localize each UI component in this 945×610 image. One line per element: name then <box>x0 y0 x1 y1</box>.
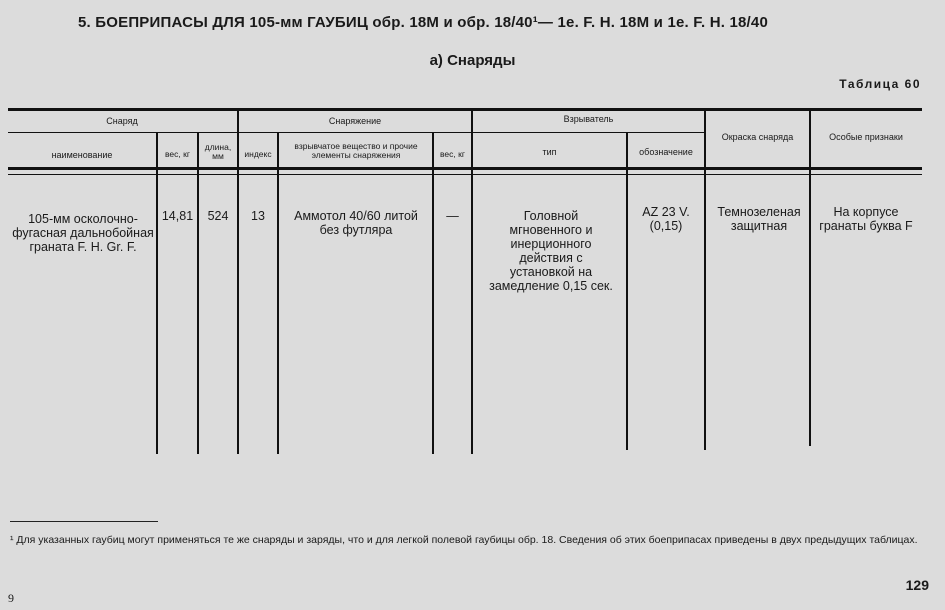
cell-explosive: Аммотол 40/60 литой без футляра <box>294 209 418 237</box>
group-header-filling: Снаряжение <box>328 116 382 126</box>
cell-fuze-code: AZ 23 V. (0,15) <box>642 205 690 233</box>
header-marks: Особые признаки <box>829 132 903 142</box>
table-number: Таблица 60 <box>839 77 921 91</box>
header-index: индекс <box>244 149 272 159</box>
col-divider <box>197 132 199 454</box>
cell-name: 105-мм осколочно-фугасная дальнобойная граната F. H. Gr. F. <box>12 212 154 254</box>
header-name: наименование <box>51 150 113 160</box>
subsection-title: а) Снаряды <box>429 52 516 69</box>
footnote-rule <box>10 521 158 522</box>
col-divider <box>156 132 158 454</box>
section-title: 5. БОЕПРИПАСЫ ДЛЯ 105-мм ГАУБИЦ обр. 18М и обр. 18/40¹— 1е. F. H. 18M и 1е. F. H. 18/40 <box>78 14 769 31</box>
header-fuze-type: тип <box>542 147 557 157</box>
page-number: 129 <box>905 577 929 593</box>
cell-index: 13 <box>251 209 265 223</box>
cell-fuze-type: Головной мгновенного и инерционного действия с установкой на замедление 0,15 сек. <box>489 209 613 293</box>
col-divider <box>626 132 628 450</box>
cell-weight: 14,81 <box>161 209 194 223</box>
cell-fill-weight: — <box>446 209 459 223</box>
col-divider <box>277 132 279 454</box>
header-fill-weight: вес, кг <box>440 149 465 159</box>
col-divider <box>704 110 706 450</box>
header-weight: вес, кг <box>165 149 190 159</box>
cell-marks: На корпусе гранаты буква F <box>819 205 913 233</box>
header-fuze-code: обозначение <box>639 147 693 157</box>
header-paint: Окраска снаряда <box>721 132 794 142</box>
cell-length: 524 <box>207 209 229 223</box>
col-divider <box>237 110 239 454</box>
group-header-rule <box>8 132 705 133</box>
signature-mark: 9 <box>8 591 14 605</box>
body-top-rule <box>8 174 922 175</box>
col-divider <box>809 110 811 446</box>
col-divider <box>471 110 473 454</box>
header-bottom-rule <box>8 167 922 170</box>
table-top-rule <box>8 108 922 111</box>
group-header-fuze: Взрыватель <box>563 114 614 124</box>
header-length: длина, мм <box>204 142 232 162</box>
cell-paint: Темнозеленая защитная <box>717 205 801 233</box>
col-divider <box>432 132 434 454</box>
footnote: ¹ Для указанных гаубиц могут применяться те же снаряды и заряды, что и для легкой полевой гаубицы обр. 18. Сведения об этих боеприпасах приведены в двух предыдущих таблицах. <box>10 534 918 546</box>
group-header-shell: Снаряд <box>106 116 138 126</box>
header-explosive: взрывчатое вещество и прочие элементы снаряжения <box>294 141 418 161</box>
